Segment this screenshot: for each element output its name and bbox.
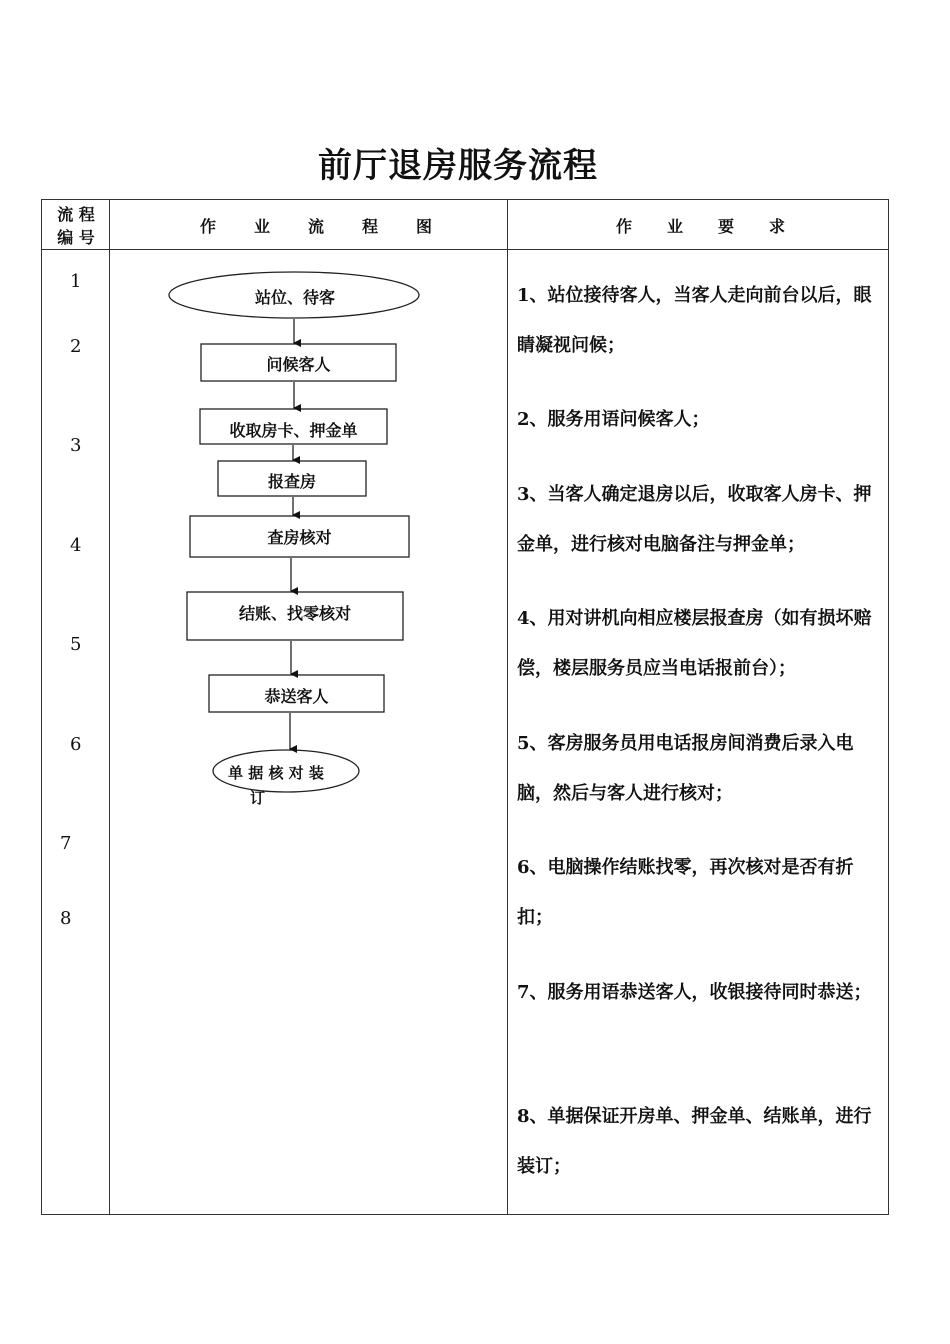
step-number: 5 [70, 634, 82, 655]
flow-step-label: 恭送客人 [264, 687, 329, 706]
flow-step-label: 站位、待客 [254, 288, 335, 307]
flow-step-label: 查房核对 [267, 528, 332, 547]
flow-step-label: 收取房卡、押金单 [229, 421, 358, 440]
requirement-item: 5、客房服务员用电话报房间消费后录入电脑，然后与客人进行核对； [517, 733, 854, 804]
step-number: 6 [70, 734, 82, 755]
page-title: 前厅退房服务流程 [318, 146, 598, 186]
requirement-item: 2、服务用语问候客人； [517, 409, 710, 430]
header-number-line2: 编 号 [57, 228, 95, 247]
requirement-item: 8、单据保证开房单、押金单、结账单，进行装订； [517, 1106, 872, 1177]
step-number: 3 [70, 435, 82, 456]
step-number: 2 [70, 336, 82, 357]
flow-step-label: 订 [250, 789, 266, 807]
requirement-item: 4、用对讲机向相应楼层报查房（如有损坏赔偿，楼层服务员应当电话报前台）； [517, 608, 872, 679]
requirement-item: 6、电脑操作结账找零，再次核对是否有折扣； [517, 857, 854, 928]
requirement-item: 3、当客人确定退房以后，收取客人房卡、押金单，进行核对电脑备注与押金单； [517, 484, 872, 555]
header-requirements: 作业要求 [616, 217, 821, 236]
step-number: 8 [60, 908, 72, 929]
requirement-item: 1、站位接待客人，当客人走向前台以后，眼睛凝视问候； [517, 285, 872, 356]
flow-step-label: 结账、找零核对 [238, 604, 351, 623]
step-number: 1 [70, 271, 82, 292]
step-number: 4 [70, 535, 82, 556]
flow-step-label: 报查房 [267, 472, 316, 491]
flow-step-label: 单 据 核 对 装 [228, 764, 324, 782]
header-number-line1: 流 程 [57, 205, 95, 224]
step-number: 7 [60, 833, 72, 854]
requirement-item: 7、服务用语恭送客人，收银接待同时恭送； [517, 982, 872, 1003]
flow-step-label: 问候客人 [266, 355, 331, 374]
header-flowchart: 作业流程图 [200, 217, 471, 236]
